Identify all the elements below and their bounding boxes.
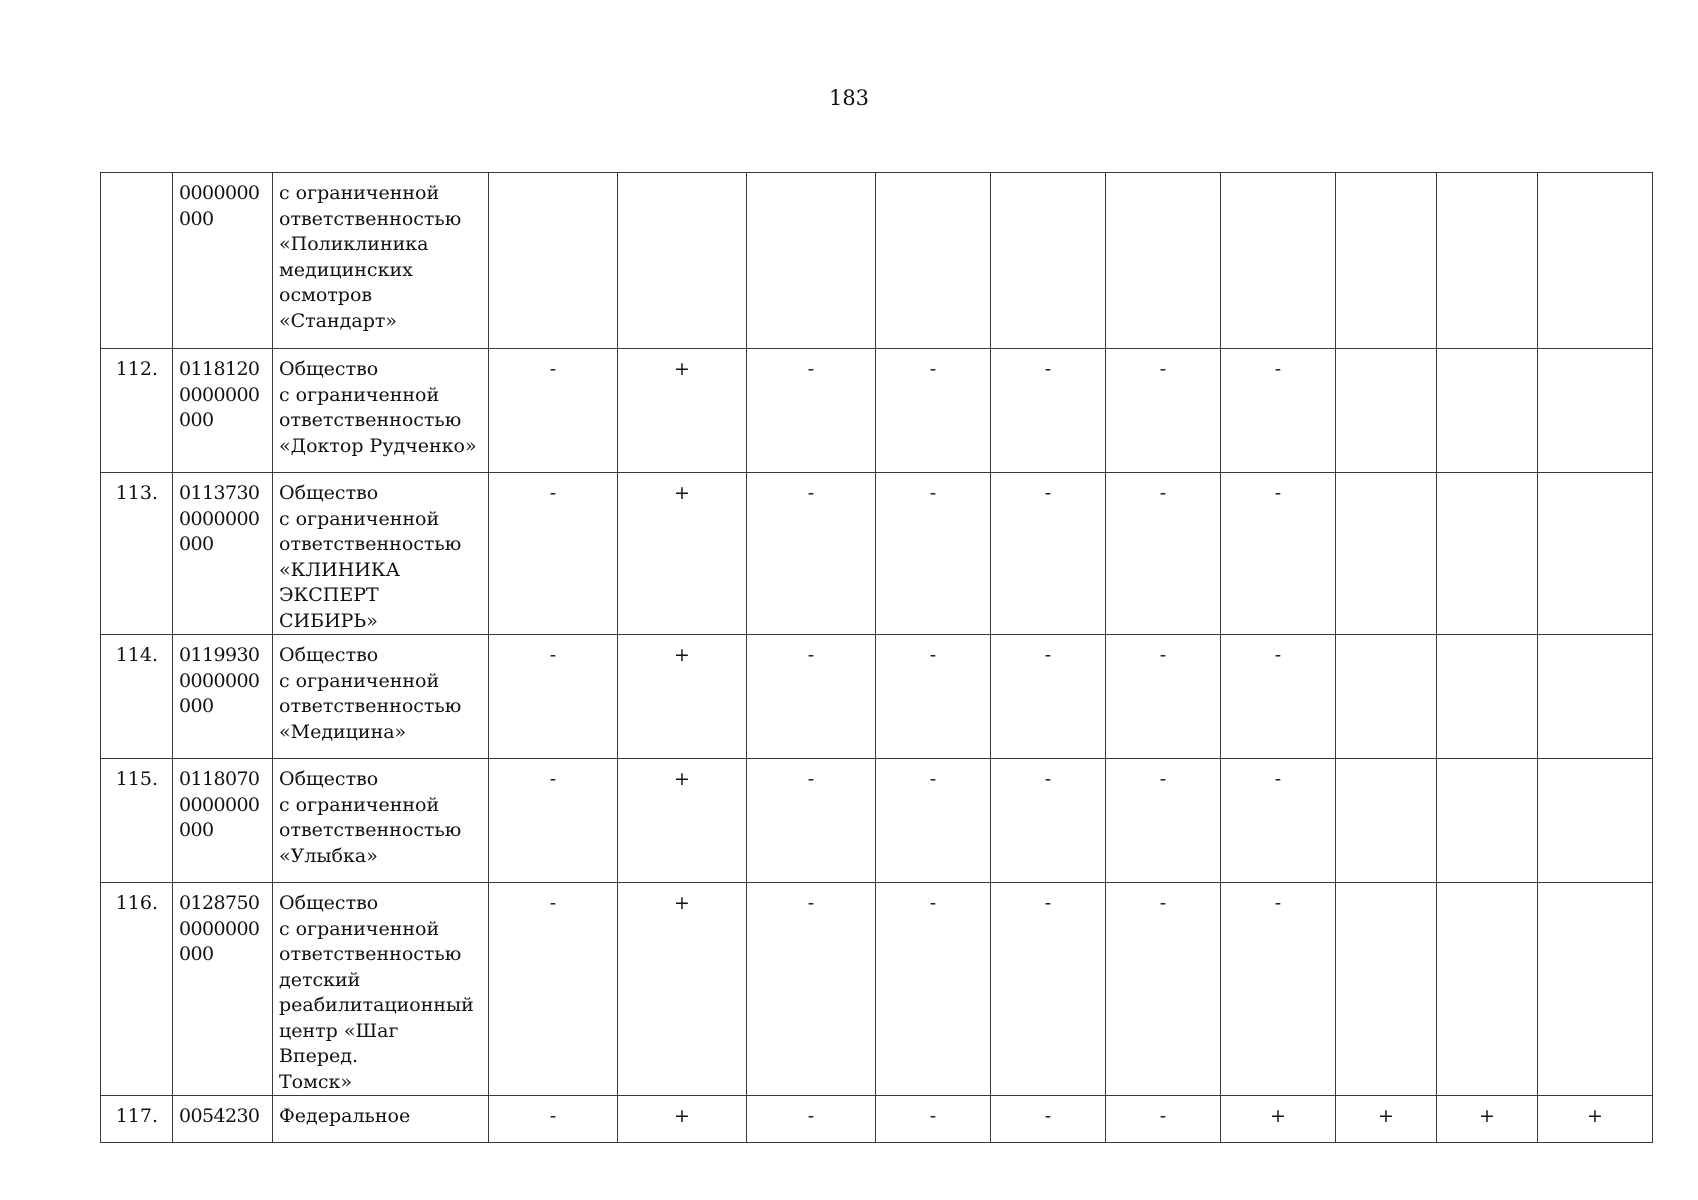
mark-cell: + [618,759,747,883]
mark-cell [1437,759,1538,883]
org-name: Общество с ограниченной ответственностью «Медицина» [273,635,489,759]
org-name: Общество с ограниченной ответственностью «Улыбка» [273,759,489,883]
mark-cell [1538,635,1653,759]
table-row [101,173,1653,349]
mark-cell: - [489,349,618,473]
mark-cell [1538,759,1653,883]
mark-cell: - [991,883,1106,1096]
mark-cell [1336,349,1437,473]
mark-cell: - [747,1096,876,1143]
org-name: Общество с ограниченной ответственностью «КЛИНИКА ЭКСПЕРТ СИБИРЬ» [273,473,489,635]
mark-cell [1538,173,1653,349]
mark-cell [1538,349,1653,473]
row-number: 114. [101,635,173,759]
mark-cell: - [876,759,991,883]
mark-cell: + [1538,1096,1653,1143]
mark-cell: - [1106,635,1221,759]
mark-cell: - [991,635,1106,759]
row-number: 113. [101,473,173,635]
mark-cell: - [747,635,876,759]
mark-cell: - [1221,883,1336,1096]
table-row [101,349,1653,473]
mark-cell: - [1106,883,1221,1096]
table-row [101,1096,1653,1143]
mark-cell: - [1106,473,1221,635]
mark-cell [1336,473,1437,635]
page-number: 183 [828,86,870,110]
mark-cell [1538,883,1653,1096]
mark-cell [1437,349,1538,473]
org-code: 0118120 0000000 000 [173,349,273,473]
mark-cell [1437,635,1538,759]
mark-cell: - [489,883,618,1096]
mark-cell: - [489,473,618,635]
mark-cell [1336,635,1437,759]
mark-cell: - [489,1096,618,1143]
mark-cell: + [618,349,747,473]
org-code: 0118070 0000000 000 [173,759,273,883]
mark-cell [1221,173,1336,349]
mark-cell [489,173,618,349]
mark-cell [1106,173,1221,349]
mark-cell: + [1437,1096,1538,1143]
organizations-table [100,172,1653,1143]
table-row [101,759,1653,883]
mark-cell: - [1106,759,1221,883]
org-name: с ограниченной ответственностью «Поликлиника медицинских осмотров «Стандарт» [273,173,489,349]
mark-cell: + [1221,1096,1336,1143]
org-name: Общество с ограниченной ответственностью детский реабилитационный центр «Шаг Вперед. Томск» [273,883,489,1096]
mark-cell [1538,473,1653,635]
mark-cell: + [1336,1096,1437,1143]
row-number: 115. [101,759,173,883]
mark-cell: - [1221,759,1336,883]
table-row [101,883,1653,1096]
mark-cell [991,173,1106,349]
row-number: 116. [101,883,173,1096]
mark-cell: - [876,883,991,1096]
mark-cell: + [618,1096,747,1143]
mark-cell: - [489,759,618,883]
mark-cell: - [747,473,876,635]
mark-cell: - [991,1096,1106,1143]
mark-cell: - [876,635,991,759]
org-code: 0000000 000 [173,173,273,349]
mark-cell: - [991,349,1106,473]
mark-cell [1437,173,1538,349]
mark-cell: - [1106,349,1221,473]
table-row [101,635,1653,759]
mark-cell: - [489,635,618,759]
mark-cell: - [747,883,876,1096]
org-name: Общество с ограниченной ответственностью «Доктор Рудченко» [273,349,489,473]
mark-cell: - [876,349,991,473]
mark-cell: - [876,1096,991,1143]
mark-cell [618,173,747,349]
org-name: Федеральное [273,1096,489,1143]
row-number: 112. [101,349,173,473]
mark-cell: + [618,473,747,635]
mark-cell [1336,173,1437,349]
mark-cell: - [876,473,991,635]
org-code: 0128750 0000000 000 [173,883,273,1096]
mark-cell: - [991,759,1106,883]
mark-cell: - [991,473,1106,635]
mark-cell: + [618,635,747,759]
mark-cell: - [1221,349,1336,473]
mark-cell [1437,883,1538,1096]
mark-cell [876,173,991,349]
mark-cell [1437,473,1538,635]
org-code: 0119930 0000000 000 [173,635,273,759]
mark-cell: - [747,349,876,473]
row-number: 117. [101,1096,173,1143]
mark-cell: - [1221,635,1336,759]
mark-cell: - [1221,473,1336,635]
org-code: 0054230 [173,1096,273,1143]
mark-cell [1336,759,1437,883]
mark-cell: - [747,759,876,883]
mark-cell [1336,883,1437,1096]
mark-cell: - [1106,1096,1221,1143]
org-code: 0113730 0000000 000 [173,473,273,635]
table-row [101,473,1653,635]
mark-cell [747,173,876,349]
row-number [101,173,173,349]
mark-cell: + [618,883,747,1096]
